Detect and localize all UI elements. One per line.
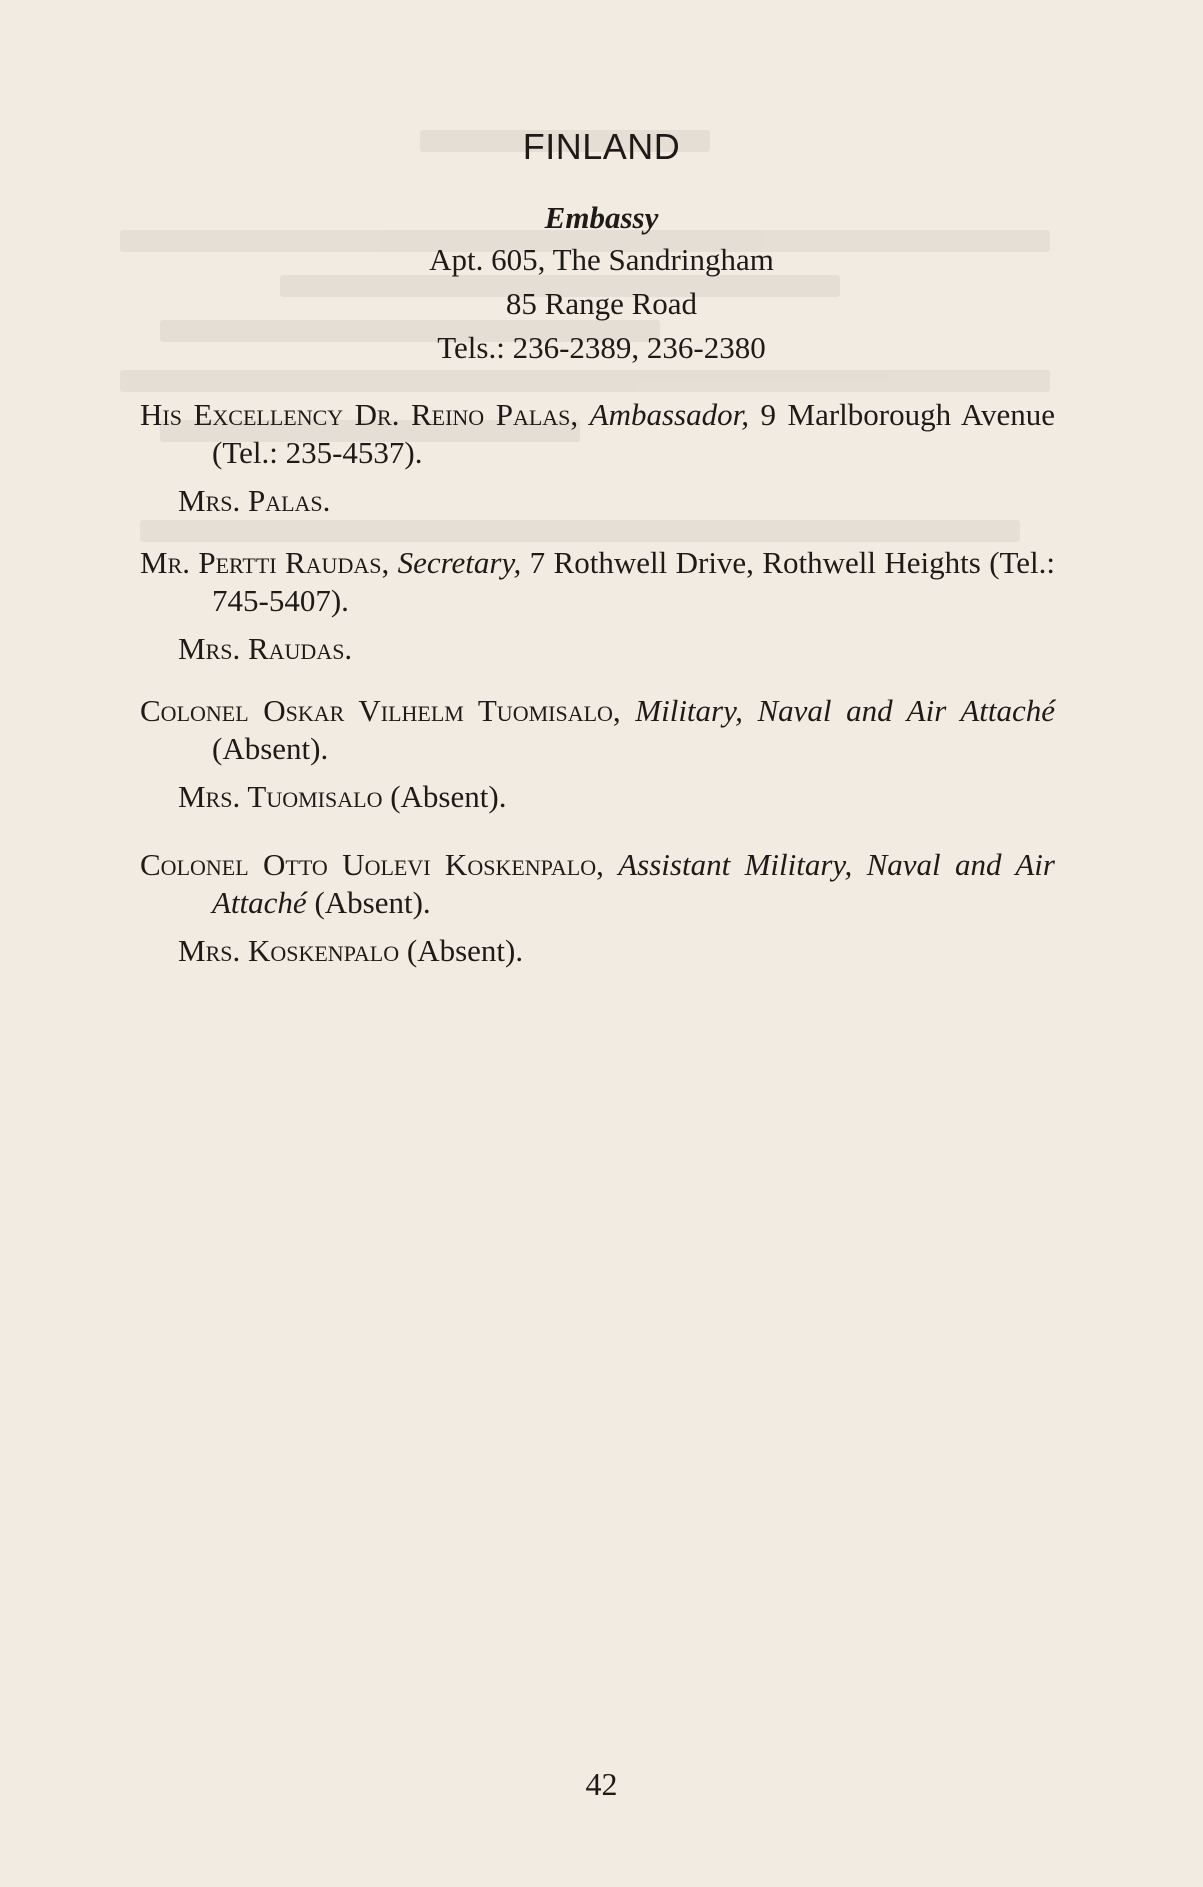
address-line-1: Apt. 605, The Sandringham [429, 242, 774, 277]
spouse-name: Mrs. Koskenpalo [178, 933, 400, 968]
spouse-note: (Absent). [390, 779, 507, 814]
diplomat-detail: 9 Marlborough Avenue (Tel.: 235-4537). [212, 397, 1056, 470]
section-label: Embassy [544, 200, 659, 235]
country-heading: FINLAND [522, 126, 681, 167]
diplomat-entry [140, 396, 1055, 520]
diplomat-role: Ambassador, [589, 397, 749, 432]
diplomat-role: Secretary, [397, 545, 522, 580]
entry-main [140, 846, 1055, 922]
telephone-numbers: Tels.: 236-2389, 236-2380 [437, 330, 766, 365]
diplomat-detail: (Absent). [314, 885, 431, 920]
spouse-name: Mrs. Raudas. [178, 631, 353, 666]
diplomat-name: Colonel Otto Uolevi Koskenpalo, [140, 847, 604, 882]
entry-main [140, 396, 1055, 472]
spouse-note: (Absent). [406, 933, 524, 968]
diplomat-entry [140, 846, 1055, 970]
diplomat-name: His Excellency Dr. Reino Palas, [140, 397, 579, 432]
diplomat-detail: (Absent). [212, 731, 329, 766]
spouse-line [140, 482, 1055, 520]
diplomat-entry [140, 692, 1055, 816]
spouse-line [140, 630, 1055, 668]
diplomat-detail: 7 Rothwell Drive, Rothwell Heights (Tel.: 745-5407). [212, 545, 1056, 618]
diplomat-name: Colonel Oskar Vilhelm Tuomisalo, [140, 693, 621, 728]
spouse-line [140, 932, 1055, 970]
diplomat-name: Mr. Pertti Raudas, [140, 545, 390, 580]
spouse-name: Mrs. Tuomisalo [178, 779, 383, 814]
spouse-line [140, 778, 1055, 816]
diplomat-role: Assistant Military, Naval and Air Attaché [212, 847, 1055, 920]
entry-main [140, 692, 1055, 768]
page-number: 42 [585, 1766, 618, 1802]
address-line-2: 85 Range Road [505, 286, 698, 321]
entry-main [140, 544, 1055, 620]
spouse-name: Mrs. Palas. [178, 483, 331, 518]
diplomat-role: Military, Naval and Air Attaché [635, 693, 1055, 728]
diplomat-entry [140, 544, 1055, 668]
